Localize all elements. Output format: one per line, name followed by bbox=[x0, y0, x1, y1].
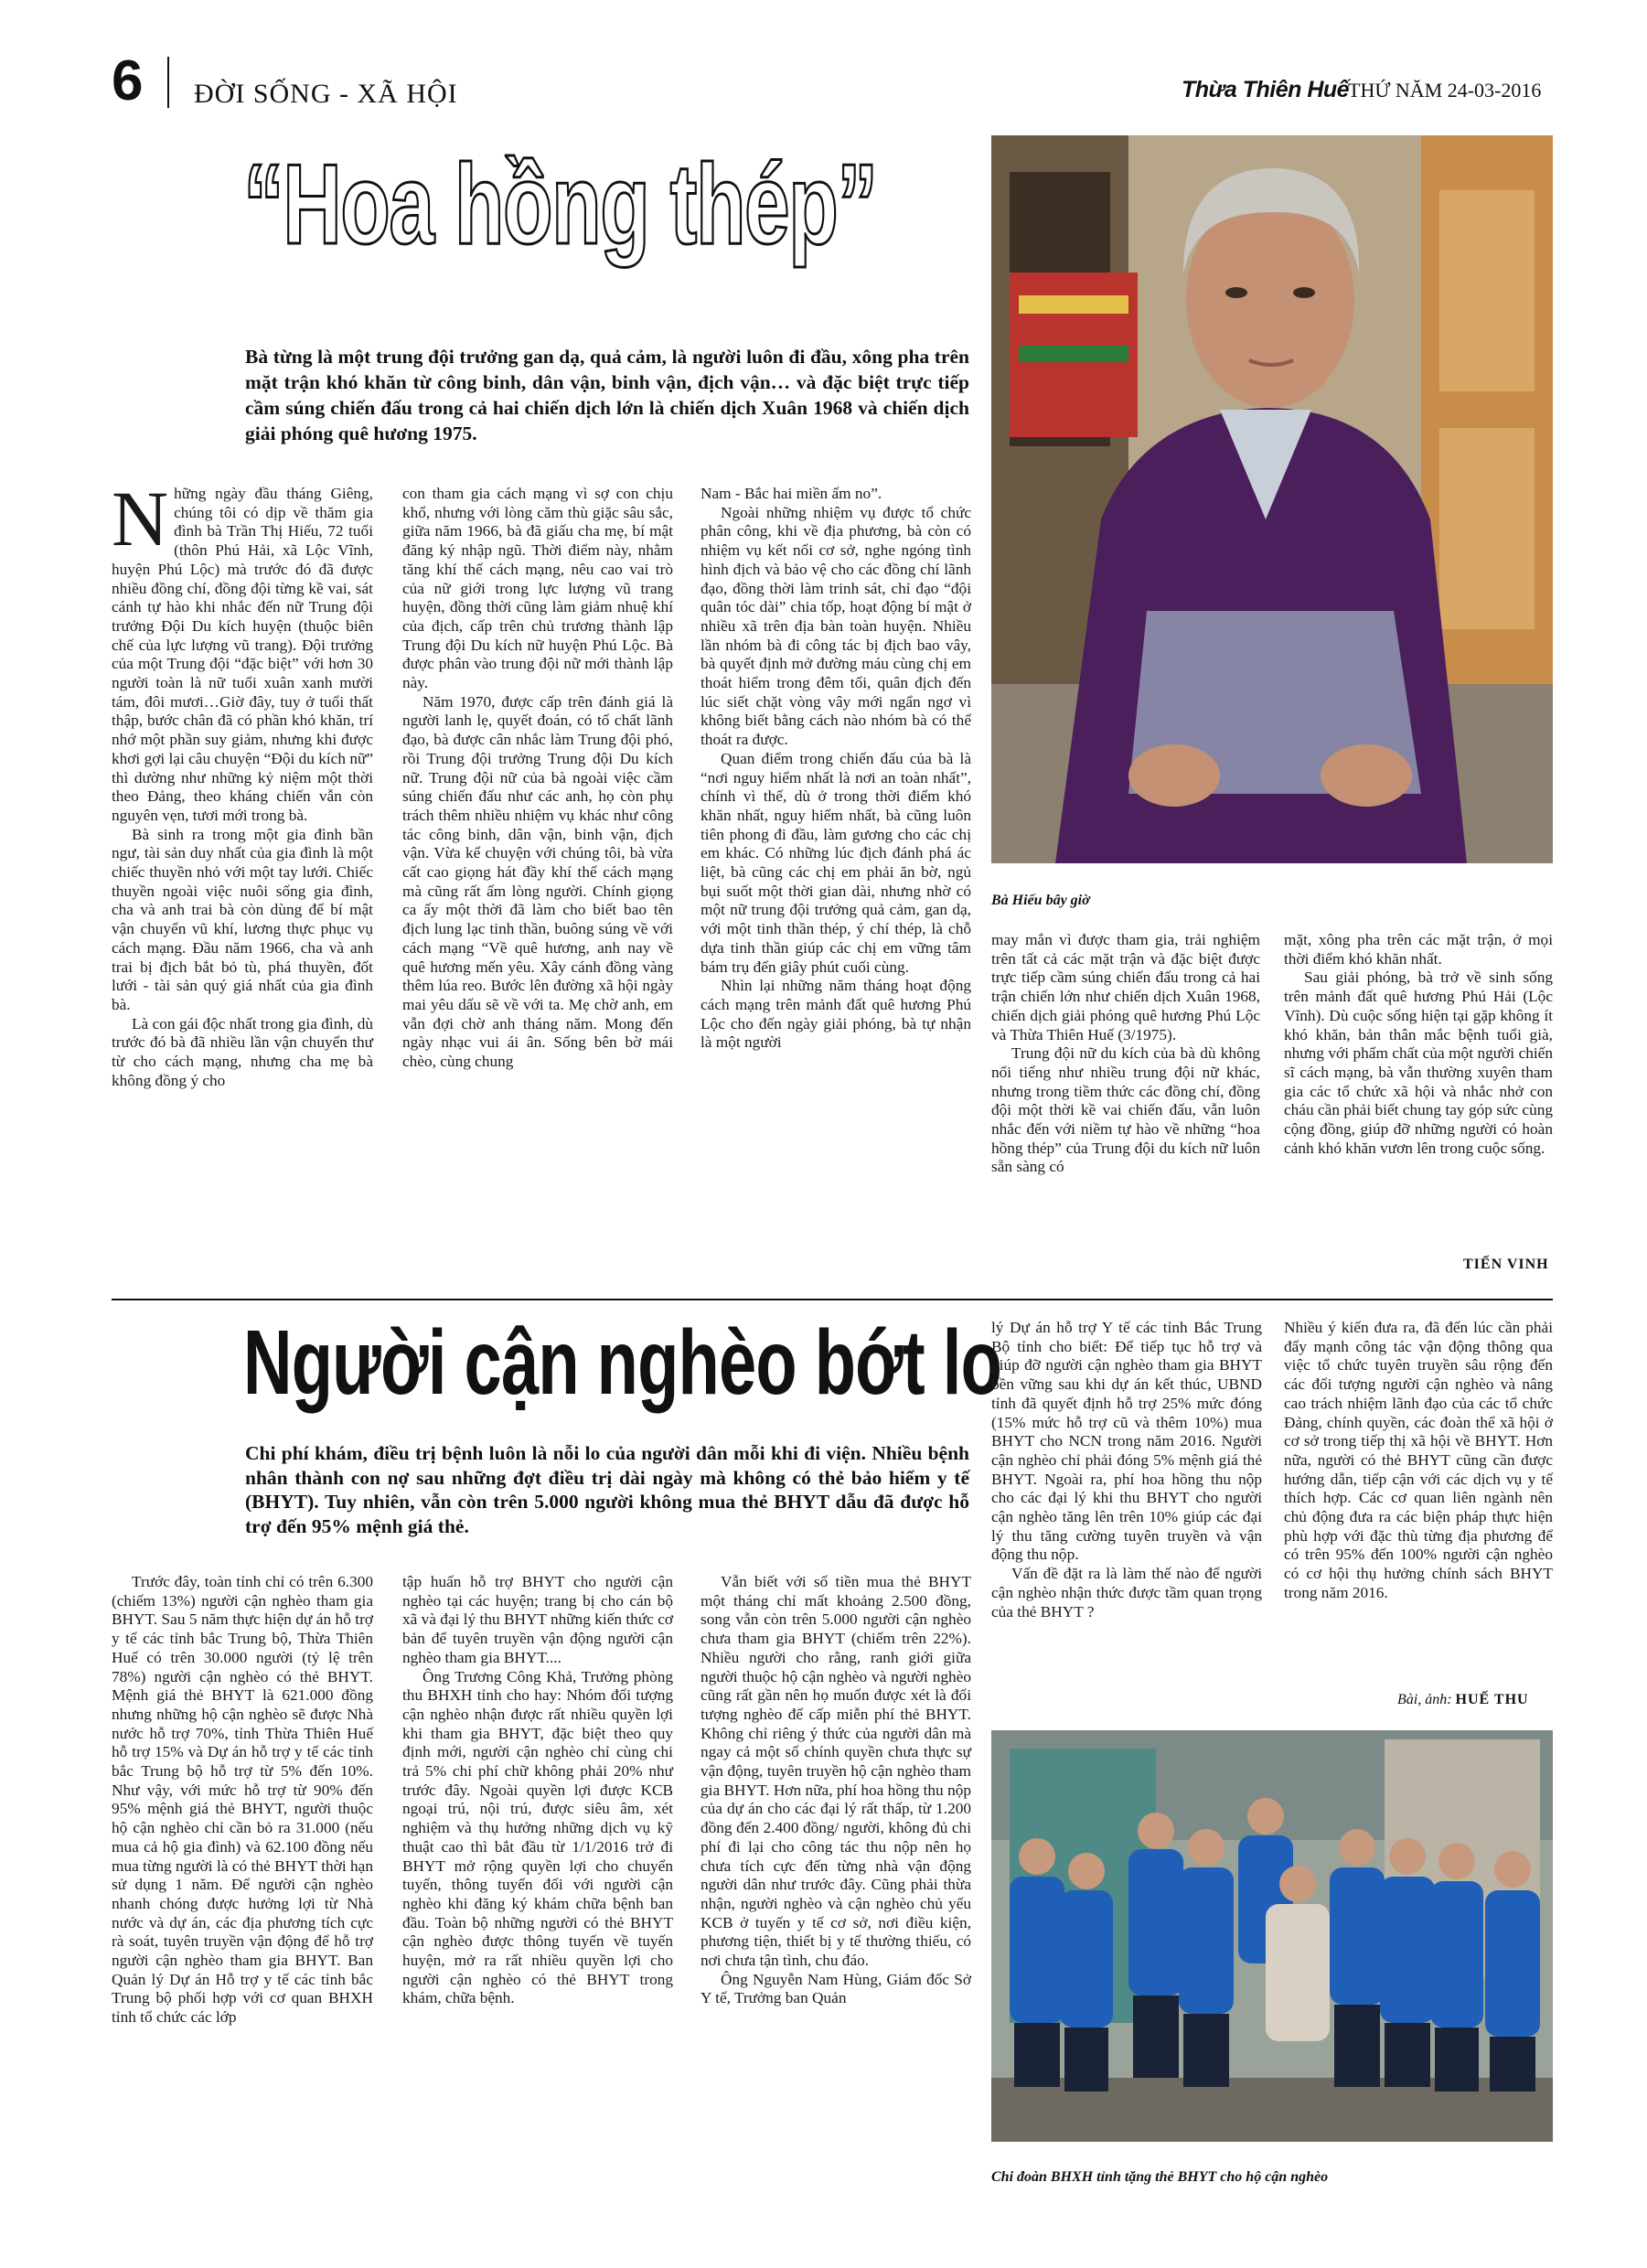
article2-column-2 bbox=[402, 1573, 673, 2008]
article2-column-5 bbox=[1284, 1319, 1553, 1603]
article1-headline: “Hoa hồng thép” bbox=[243, 142, 877, 268]
article2-headline: Người cận nghèo bớt lo bbox=[243, 1311, 1002, 1414]
article2-paragraph: Vấn đề đặt ra là làm thế nào để người cận nghèo nhận thức được tầm quan trọng của thẻ BHYT ? bbox=[991, 1565, 1262, 1621]
article1-paragraph: Nam - Bắc hai miền ấm no”. bbox=[701, 485, 882, 502]
drop-cap: N bbox=[112, 475, 169, 562]
article2-photo bbox=[991, 1730, 1553, 2142]
article1-paragraph: Năm 1970, được cấp trên đánh giá là người lanh lẹ, quyết đoán, có tố chất lãnh đạo, bà được cân nhắc làm Trung đội phó, rồi Trung đội trưởng Trung đội Du kích nữ. Trung đội nữ của bà ngoài việc cầm súng chiến đấu như các anh, họ còn phụ trách thêm nhiều nhiệm vụ khác như công tác công binh, dân vận, binh vận, địch vận. Vừa kể chuyện với chúng tôi, bà vừa cất cao giọng hát đầy khí thế cách mạng mà cũng rất ấm lòng người. Chính giọng ca ấy một thời đã làm cho biết bao tên địch lung lạc tinh thần, buông súng về với cách mạng “Về quê hương, anh nay về quê hương mến yêu. Xây cánh đồng vàng thêm lúa reo. Bước lên đường xã hội ngày mai yêu dấu sẽ về với ta. Mẹ chờ anh, em vẫn đợi chờ anh tháng năm. Mong đến ngày nhạc vui ái ân. Sống bên bờ mái chèo, cùng chung bbox=[402, 692, 673, 1071]
byline-author: HUẾ THU bbox=[1455, 1692, 1529, 1707]
article1-photo bbox=[991, 135, 1553, 863]
article2-paragraph: Ông Nguyễn Nam Hùng, Giám đốc Sở Y tế, Trưởng ban Quản bbox=[701, 1970, 971, 2007]
article1-paragraph: Sau giải phóng, bà trở về sinh sống trên mảnh đất quê hương Phú Hải (Lộc Vĩnh). Dù cuộc sống hiện tại gặp không ít khó khăn, bản thân mắc bệnh tuổi già, nhưng với phẩm chất của một người chiến sĩ cách mạng, bà vẫn thường xuyên tham gia các tổ chức xã hội và nhắc nhở con cháu cần phải biết chung tay góp sức cùng cộng đồng, giúp đỡ những người có hoàn cảnh khó khăn vươn lên trong cuộc sống. bbox=[1284, 968, 1553, 1157]
article2-column-1 bbox=[112, 1573, 373, 2027]
issue-date: THỨ NĂM 24-03-2016 bbox=[1348, 79, 1542, 102]
article1-paragraph: Ngoài những nhiệm vụ được tổ chức phân công, khi về địa phương, bà còn có nhiệm vụ kết nối cơ sở, nghe ngóng tình hình địch và bảo vệ cho các đồng chí lãnh đạo, đồng thời làm trinh sát, chỉ đạo “đội quân tóc dài” chia tốp, hoạt động bí mật ở nhiều xã trên địa bàn toàn huyện. Nhiều lần nhóm bà đi công tác bị địch bao vây, bà quyết định mở đường máu cùng chị em thoát hiểm trong đêm tối, quân địch đến lúc siết chặt vòng vây mới ngẩn ngơ vì không biết bằng cách nào nhóm bà có thể thoát ra được. bbox=[701, 503, 971, 749]
article-separator bbox=[112, 1299, 1553, 1300]
article1-paragraph: Bà sinh ra trong một gia đình bần ngư, tài sản duy nhất của gia đình là một chiếc thuyền nhỏ với một tay lưới. Chiếc thuyền ngoài việc nuôi sống gia đình, cha và anh trai bà còn dùng để bí mật vận chuyển vũ khí, lương thực phục vụ cách mạng. Đầu năm 1966, cha và anh trai bị địch bắt bỏ tù, phá thuyền, đốt lưới - tài sản quý giá nhất của gia đình bà. bbox=[112, 825, 373, 1013]
article2-column-3 bbox=[701, 1573, 971, 2008]
article2-paragraph: tập huấn hỗ trợ BHYT cho người cận nghèo tại các huyện; trang bị cho cán bộ xã và đại lý thu BHYT những kiến thức cơ bản để tuyên truyền vận động người cận nghèo tham gia BHYT.... bbox=[402, 1573, 673, 1666]
article1-paragraph: Nhìn lại những năm tháng hoạt động cách mạng trên mảnh đất quê hương Phú Lộc cho đến ngày giải phóng, bà tự nhận là một người bbox=[701, 977, 971, 1052]
article1-paragraph: Những ngày đầu tháng Giêng, chúng tôi có dịp về thăm gia đình bà Trần Thị Hiếu, 72 tuổi (thôn Phú Hải, xã Lộc Vĩnh, huyện Phú Lộc) mà trước đó đã được nhiều đồng chí, đồng đội từng kề vai, sát cánh tự hào khi nhắc đến nữ Trung đội trưởng Đội Du kích huyện (thuộc biên chế của lực lượng vũ trang). Đội trưởng của một Trung đội “đặc biệt” với hơn 30 người toàn là nữ tuổi xuân xanh mười tám, đôi mươi…Giờ đây, tuy ở tuổi thất thập, bước chân đã có phần khó khăn, trí nhớ một phần suy giảm, nhưng khi được khơi gợi lại câu chuyện “Đội du kích nữ” thì dường như những kỷ niệm một thời theo Đảng, theo kháng chiến vẫn còn nguyên vẹn, tươi mới trong bà. bbox=[112, 475, 373, 824]
article1-column-3 bbox=[701, 485, 971, 1053]
article2-paragraph: Nhiều ý kiến đưa ra, đã đến lúc cần phải đẩy mạnh công tác vận động thông qua việc tổ chức tuyên truyền sâu rộng đến các đối tượng người cận nghèo và nâng cao trách nhiệm lãnh đạo của các tổ chức Đảng, chính quyền, các đoàn thể xã hội ở cơ sở trong tiếp thị xã hội về BHYT. Hơn nữa, người có thẻ BHYT cũng cần được hướng dẫn, tiếp cận với các dịch vụ y tế thích hợp. Các cơ quan liên ngành nên chủ động đưa ra các biện pháp thực hiện phù hợp với đặc thù từng địa phương để có trên 95% đến 100% người cận nghèo có cơ hội thụ hưởng chính sách BHYT trong năm 2016. bbox=[1284, 1319, 1553, 1601]
article1-column-1 bbox=[112, 475, 373, 1091]
article1-paragraph: Là con gái độc nhất trong gia đình, dù trước đó bà đã nhiều lần vận chuyển thư từ cho cách mạng, nhưng cha mẹ bà không đồng ý cho bbox=[112, 1014, 373, 1089]
article1-photo-caption: Bà Hiếu bây giờ bbox=[991, 893, 1090, 908]
article1-paragraph: con tham gia cách mạng vì sợ con chịu khổ, nhưng với lòng căm thù giặc sâu sắc, giữa năm 1966, bà đã giấu cha mẹ, bí mật đăng ký nhập ngũ. Thời điểm này, nhằm tăng khí thế cách mạng, nêu cao vai trò của nữ giới trong lực lượng vũ trang huyện, đồng thời cũng làm giảm nhuệ khí của địch, cấp trên chủ trương thành lập Trung đội Du kích nữ huyện Phú Lộc. Bà được phân vào trung đội nữ mới thành lập này. bbox=[402, 485, 673, 692]
article2-paragraph: Ông Trương Công Khả, Trưởng phòng thu BHXH tỉnh cho hay: Nhóm đối tượng cận nghèo nhận được rất nhiều quyền lợi khi tham gia BHYT, đặc biệt theo quy định mới, người cận nghèo chỉ cùng chi trả 5% chi phí chữ không phải 20% như trước đây. Ngoài quyền lợi được KCB ngoại trú, nội trú, được siêu âm, xét nghiệm và thụ hưởng những dịch vụ kỹ thuật cao thì bắt đầu từ 1/1/2016 trở đi BHYT mở rộng quyền lợi cho chuyển tuyến, thông tuyến đối với người cận nghèo khi đăng ký khám chữa bệnh ban đầu. Toàn bộ những người có thẻ BHYT cận nghèo được thông tuyến về tuyến huyện, mở ra rất nhiều quyền lợi cho người cận nghèo có thẻ BHYT trong khám, chữa bệnh. bbox=[402, 1667, 673, 2007]
article2-byline bbox=[1397, 1692, 1529, 1708]
article1-paragraph: Trung đội nữ du kích của bà dù không nổi tiếng như nhiều trung đội nữ khác, nhưng trong tiềm thức các đồng chí, đồng đội một thời kề vai chiến đấu, vẫn luôn nhắc đến với niềm tự hào về những “hoa hồng thép” của Trung đội du kích nữ luôn sẵn sàng có bbox=[991, 1044, 1260, 1176]
newspaper-name: Thừa Thiên Huế bbox=[1182, 77, 1350, 102]
article2-paragraph: Vẫn biết với số tiền mua thẻ BHYT một tháng chỉ mất khoảng 2.500 đồng, song vẫn còn trên 5.000 người cận nghèo chưa tham gia BHYT (chiếm trên 22%). Nhiều người cho rằng, ranh giới giữa người thuộc hộ cận nghèo và người nghèo cũng rất gần nên họ muốn được xét là đối tượng nghèo để cấp miễn phí thẻ BHYT. Không chỉ riêng ý thức của người dân mà ngay cả một số chính quyền chưa thực sự vận động, tuyên truyền hộ cận nghèo tham gia BHYT. Hơn nữa, phí hoa hồng thu nộp của dự án cho các đại lý rất thấp, từ 1.200 đồng đến 2.400 đồng/ người, không đủ chi phí đi lại cho công tác thu nộp nên họ chưa tích cực đến từng nhà vận động người dân như trước đây. Cũng phải thừa nhận, người nghèo và cận nghèo chủ yếu KCB ở tuyến y tế cơ sở, nơi điều kiện, phương tiện, thiết bị y tế thường thiếu, có nơi chưa tận tình, chu đáo. bbox=[701, 1573, 971, 1970]
article2-column-4 bbox=[991, 1319, 1262, 1621]
article1-column-4 bbox=[991, 931, 1260, 1177]
article2-lead: Chi phí khám, điều trị bệnh luôn là nỗi lo của người dân mỗi khi đi viện. Nhiều bệnh nhân thành con nợ sau những đợt điều trị dài ngày mà không có thẻ bảo hiểm y tế (BHYT). Tuy nhiên, vẫn còn trên 5.000 người không mua thẻ BHYT dẫu đã được hỗ trợ đến 95% mệnh giá thẻ. bbox=[245, 1442, 969, 1537]
article2-paragraph: Trước đây, toàn tỉnh chỉ có trên 6.300 (chiếm 13%) người cận nghèo tham gia BHYT. Sau 5 năm thực hiện dự án hỗ trợ y tế các tỉnh bắc Trung bộ, Thừa Thiên Huế có trên 30.000 người (tỷ lệ trên 78%) người cận nghèo có thẻ BHYT. Mệnh giá thẻ BHYT là 621.000 đồng nhưng những hộ cận nghèo sẽ được Nhà nước hỗ trợ 70%, tỉnh Thừa Thiên Huế hỗ trợ 15% và Dự án hỗ trợ y tế các tỉnh bắc Trung bộ hỗ trợ từ 5% đến 10%. Như vậy, với mức hỗ trợ từ 90% đến 95% mệnh giá thẻ BHYT, người thuộc hộ cận nghèo chỉ cần bỏ ra 31.000 (nếu mua cả hộ gia đình) và 62.100 đồng nếu mua từng người là có thẻ BHYT thời hạn sử dụng 1 năm. Để người cận nghèo nhanh chóng được hưởng lợi từ Nhà nước và dự án, các địa phương tích cực rà soát, tuyên truyền vận động để hỗ trợ người cận nghèo tham gia BHYT. Ban Quản lý Dự án Hỗ trợ y tế các tỉnh bắc Trung bộ phối hợp với cơ quan BHXH tỉnh tổ chức các lớp bbox=[112, 1573, 373, 2027]
article1-column-2 bbox=[402, 485, 673, 1072]
header-divider bbox=[167, 57, 169, 108]
article1-paragraph: may mắn vì được tham gia, trải nghiệm trên tất cả các mặt trận và đặc biệt được trực tiếp cầm súng chiến đấu trong cả hai trận chiến lớn như chiến dịch Xuân 1968, chiến dịch giải phóng quê hương Phú Lộc và Thừa Thiên Huế (3/1975). bbox=[991, 931, 1260, 1043]
section-title: ĐỜI SỐNG - XÃ HỘI bbox=[194, 79, 458, 109]
article1-lead: Bà từng là một trung đội trưởng gan dạ, quả cảm, là người luôn đi đầu, xông pha trên mặt trận khó khăn từ công binh, dân vận, binh vận, địch vận… và đặc biệt trực tiếp cầm súng chiến đấu trong cả hai chiến dịch lớn là chiến dịch Xuân 1968 và chiến dịch giải phóng quê hương 1975. bbox=[245, 346, 969, 444]
article1-byline: TIẾN VINH bbox=[1463, 1257, 1549, 1272]
page-number: 6 bbox=[112, 49, 144, 112]
article1-column-5 bbox=[1284, 931, 1553, 1158]
article1-paragraph: Quan điểm trong chiến đấu của bà là “nơi nguy hiểm nhất là nơi an toàn nhất”, chính vì thế, dù ở trong thời điểm khó khăn nhất, nguy hiểm nhất, bà cũng luôn tiên phong đi đầu, làm gương cho các chị em khác. Có những lúc địch đánh phá ác liệt, bà cũng các chị em phải ăn bờ, ngủ bụi suốt một thời gian dài, nhưng nhờ có một nữ trung đội trưởng quả cảm, gan dạ, với một tinh thần thép, ý chí thép, là chỗ dựa tinh thần giúp các chị em vững tâm bám trụ đến giây phút cuối cùng. bbox=[701, 749, 971, 976]
byline-prefix: Bài, ảnh: bbox=[1397, 1692, 1452, 1707]
article2-paragraph: lý Dự án hỗ trợ Y tế các tỉnh Bắc Trung Bộ tỉnh cho biết: Để tiếp tục hỗ trợ và giúp đỡ người cận nghèo tham gia BHYT bền vững sau khi dự án kết thúc, UBND tỉnh đã quyết định hỗ trợ 25% mức đóng (15% mức hỗ trợ cũ và thêm 10%) mua BHYT cho NCN trong năm 2016. Người cận nghèo chỉ phải đóng 5% mệnh giá thẻ BHYT. Ngoài ra, phí hoa hồng thu nộp cho các đại lý khi thu BHYT cho người cận nghèo tăng lên trên 10% giúp các đại lý thu tăng cường tuyên truyền và vận động thu nộp. bbox=[991, 1319, 1262, 1564]
article1-paragraph: mặt, xông pha trên các mặt trận, ở mọi thời điểm khó khăn nhất. bbox=[1284, 931, 1553, 968]
article2-photo-caption: Chi đoàn BHXH tỉnh tặng thẻ BHYT cho hộ cận nghèo bbox=[991, 2169, 1329, 2185]
